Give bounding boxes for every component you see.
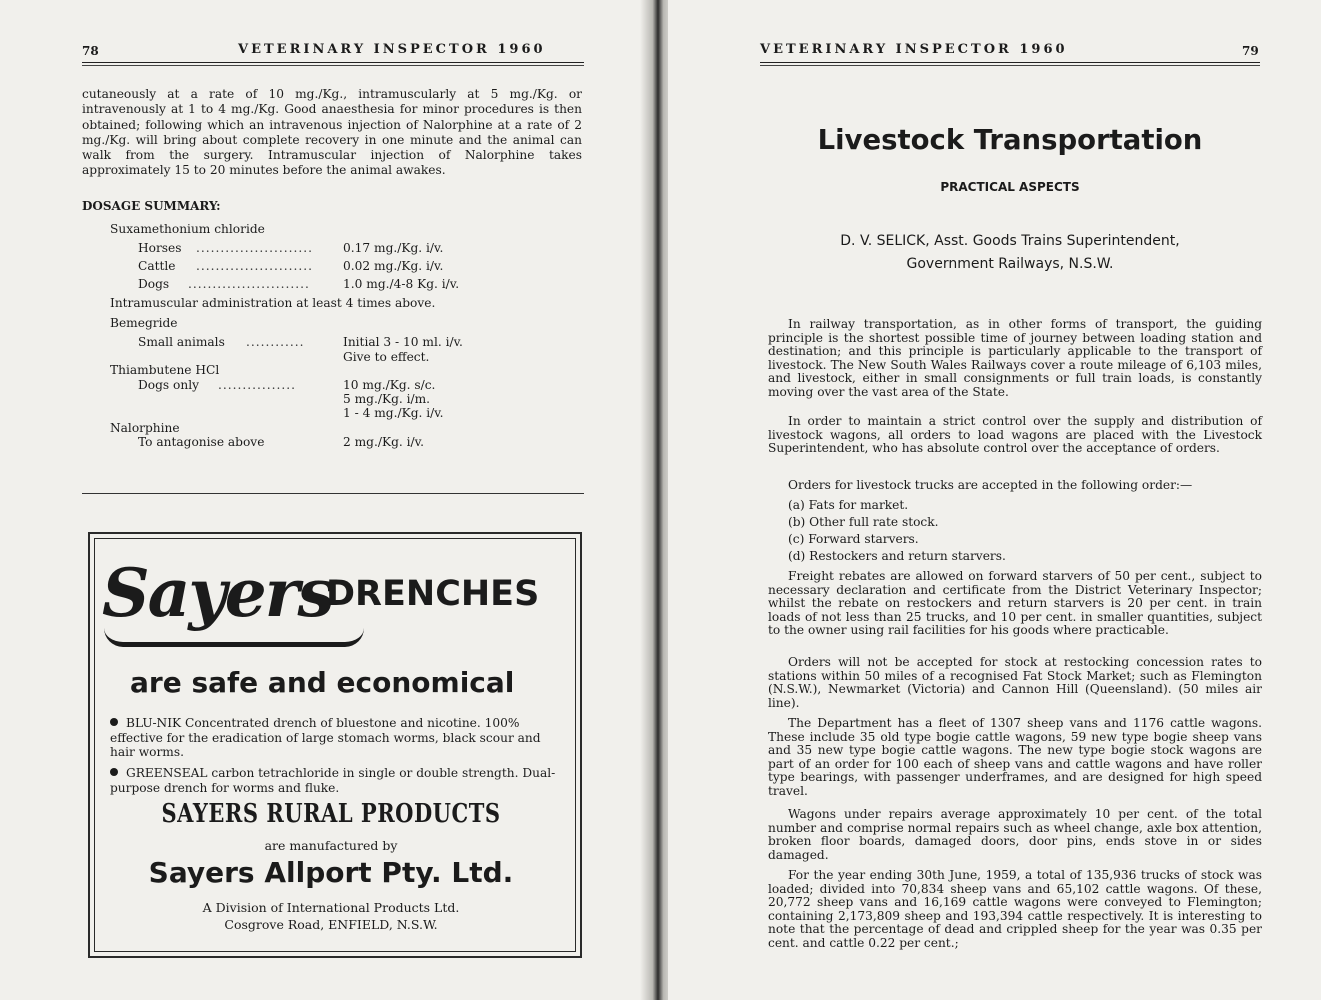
author-affiliation: Government Railways, N.S.W. [906, 256, 1114, 272]
order-item-c: (c) Forward starvers. [788, 532, 919, 546]
ad-product-name: DRENCHES [326, 574, 540, 614]
drug-thiambutene: Thiambutene HCl [110, 363, 220, 377]
bullet-icon [110, 718, 118, 726]
paragraph-3: Freight rebates are allowed on forward starvers of 50 per cent., subject to necessary declaration and certificate from the District Veterinary Inspector; whilst the rebate on restockers and return starvers is 20 per cent. in train loads of not less than 25 trucks, and 10 per cent. in smaller quantities, subject to the owner using rail facilities for his goods where practicable. [768, 569, 1262, 638]
running-head-right: VETERINARY INSPECTOR 1960 [760, 42, 1068, 57]
dose-value: 0.02 mg./Kg. i/v. [343, 259, 444, 273]
ad-manufactured-by: are manufactured by [264, 838, 398, 853]
orders-intro: Orders for livestock trucks are accepted in the following order:— [788, 478, 1193, 492]
ad-manufacturer: Sayers Allport Pty. Ltd. [148, 856, 514, 889]
header-rule-right-thin [760, 65, 1260, 66]
header-rule-left [82, 62, 584, 63]
section-divider [82, 493, 584, 494]
dose-label: Small animals [138, 335, 225, 349]
ad-division: A Division of International Products Ltd. [202, 900, 460, 915]
ad-brand-logo: Sayers [102, 554, 333, 632]
article-subtitle: PRACTICAL ASPECTS [940, 180, 1080, 194]
leader-dots: ............ [246, 335, 305, 349]
paragraph-5: The Department has a fleet of 1307 sheep vans and 1176 cattle wagons. These include 35 old type bogie cattle wagons, 59 new type bogie sheep vans and 35 new type bogie cattle wagons. The new type bogie stock wagons are part of an order for 100 each of sheep vans and cattle wagons and have roller type bearings, with passenger underframes, and are designed for high speed travel. [768, 716, 1262, 798]
paragraph-1: In railway transportation, as in other forms of transport, the guiding principle is the shortest possible time of journey between loading station and destination; and this principle is particularly applicable to the transport of livestock. The New South Wales Railways cover a route mileage of 6,103 miles, and livestock, either in small consignments or full train loads, is constantly moving over the vast area of the State. [768, 317, 1262, 399]
dose-label: To antagonise above [138, 435, 265, 449]
paragraph-4: Orders will not be accepted for stock at restocking concession rates to stations within 50 miles of a recognised Fat Stock Market; such as Flemington (N.S.W.), Newmarket (Victoria) and Cannon Hill (Queensland). (50 miles air line). [768, 655, 1262, 710]
ad-logo-swoosh [104, 628, 364, 647]
dose-value: Initial 3 - 10 ml. i/v. [343, 335, 463, 349]
ad-company-name: SAYERS RURAL PRODUCTS [161, 796, 501, 829]
dose-label: Cattle [138, 259, 176, 273]
drug-suxamethonium: Suxamethonium chloride [110, 222, 265, 236]
paragraph-6: Wagons under repairs average approximately 10 per cent. of the total number and comprise normal repairs such as wheel change, axle box attention, broken floor boards, damaged doors, door pins, ends stove in or sides damaged. [768, 807, 1262, 862]
article-title: Livestock Transportation [817, 124, 1203, 156]
ad-bullet-text: BLU-NIK Concentrated drench of bluestone and nicotine. 100% effective for the eradication of large stomach worms, black scour and hair worms. [110, 716, 541, 759]
paragraph-7: For the year ending 30th June, 1959, a total of 135,936 trucks of stock was loaded; divided into 70,834 sheep vans and 65,102 cattle wagons. Of these, 20,772 sheep vans and 16,169 cattle wagons were conveyed to Flemington; containing 2,173,809 sheep and 193,394 cattle respectively. It is interesting to note that the percentage of dead and crippled sheep for the year was 0.35 per cent. and cattle 0.22 per cent.; [768, 868, 1262, 950]
ad-bullet-blu-nik [110, 716, 560, 760]
dose-value: 1 - 4 mg./Kg. i/v. [343, 406, 444, 420]
dose-value: 1.0 mg./4-8 Kg. i/v. [343, 277, 460, 291]
intro-paragraph: cutaneously at a rate of 10 mg./Kg., intramuscularly at 5 mg./Kg. or intravenously at 1 to 4 mg./Kg. Good anaesthesia for minor procedures is then obtained; following which an intravenous injection of Nalorphine at a rate of 2 mg./Kg. will bring about complete recovery in one minute and the animal can walk from the surgery. Intramuscular injection of Nalorphine takes approximately 15 to 20 minutes before the animal awakes. [82, 87, 582, 178]
dose-label: Dogs only [138, 378, 200, 392]
ad-tagline: are safe and economical [130, 666, 515, 699]
leader-dots: ......................... [188, 277, 310, 291]
left-page [0, 0, 652, 1000]
ad-address: Cosgrove Road, ENFIELD, N.S.W. [224, 917, 438, 932]
ad-bullet-greenseal [110, 766, 560, 795]
dose-row-dogs-only [138, 378, 558, 424]
order-item-a: (a) Fats for market. [788, 498, 909, 512]
ad-bullet-text: GREENSEAL carbon tetrachloride in single or double strength. Dual-purpose drench for worms and fluke. [110, 766, 556, 795]
bullet-icon [110, 768, 118, 776]
running-head-left: VETERINARY INSPECTOR 1960 [238, 42, 546, 57]
leader-dots: ........................ [196, 259, 313, 273]
right-page [668, 0, 1321, 1000]
dose-value-note: Give to effect. [343, 350, 430, 364]
dose-value: 0.17 mg./Kg. i/v. [343, 241, 444, 255]
drug-nalorphine: Nalorphine [110, 421, 180, 435]
dose-value: 5 mg./Kg. i/m. [343, 392, 431, 406]
dose-value: 10 mg./Kg. s/c. [343, 378, 436, 392]
author-byline: D. V. SELICK, Asst. Goods Trains Superintendent, [840, 233, 1180, 249]
sayers-advertisement [88, 532, 582, 958]
page-number-right: 79 [1242, 44, 1259, 58]
order-item-b: (b) Other full rate stock. [788, 515, 939, 529]
dosage-summary-title: DOSAGE SUMMARY: [82, 199, 221, 213]
dose-label: Horses [138, 241, 182, 255]
intramuscular-note: Intramuscular administration at least 4 times above. [110, 296, 436, 310]
dose-label: Dogs [138, 277, 170, 291]
drug-bemegride: Bemegride [110, 316, 178, 330]
paragraph-2: In order to maintain a strict control over the supply and distribution of livestock wagons, all orders to load wagons are placed with the Livestock Superintendent, who has absolute control over the acceptance of orders. [768, 414, 1262, 456]
order-item-d: (d) Restockers and return starvers. [788, 549, 1006, 563]
page-number-left: 78 [82, 44, 99, 58]
dose-value: 2 mg./Kg. i/v. [343, 435, 424, 449]
leader-dots: ........................ [196, 241, 313, 255]
header-rule-right [760, 62, 1260, 63]
header-rule-left-thin [82, 65, 584, 66]
leader-dots: ................ [218, 378, 296, 392]
